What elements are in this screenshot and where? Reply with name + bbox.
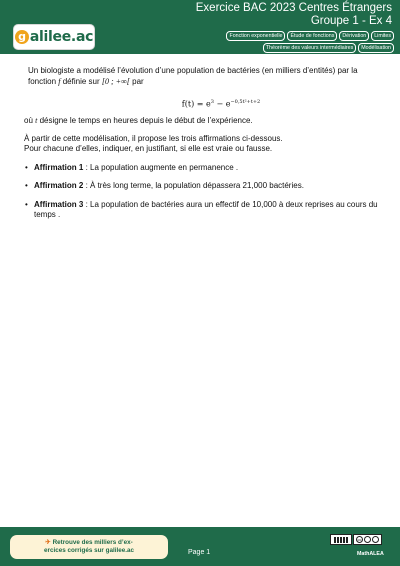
domain-interval: [0 ; +∞[ [101, 76, 130, 86]
brand-label: MathALEA [357, 551, 384, 557]
galilee-logo[interactable] [13, 24, 95, 50]
exercise-body [24, 66, 378, 229]
spacer [24, 127, 378, 134]
tag-derivation: Dérivation [339, 31, 369, 41]
tag-modelisation: Modélisation [358, 43, 394, 53]
creative-commons-icon: cc [353, 534, 382, 545]
rocket-icon: ✈ [45, 539, 51, 546]
intro-paragraph: Un biologiste a modélisé l’évolution d’une population de bactéries (en milliers d’entités) par la fonction f définie sur [0 ; +∞[ par [28, 66, 358, 86]
page-header [0, 0, 400, 54]
list-item: • Affirmation 3 : La population de bactéries aura un effectif de 10,000 à deux reprises au cours du temps . [34, 200, 378, 221]
tag-fonction-exponentielle: Fonction exponentielle [226, 31, 285, 41]
list-item: • Affirmation 1 : La population augmente en permanence . [34, 163, 378, 174]
list-item: • Affirmation 2 : À très long terme, la population dépassera 21,000 bactéries. [34, 181, 378, 192]
tag-limites: Limites [371, 31, 394, 41]
promo-link[interactable]: ✈ Retrouve des milliers d’ex- ercices corrigés sur galilee.ac [10, 535, 168, 559]
exercise-title: Exercice BAC 2023 Centres Étrangers [195, 2, 392, 14]
exercise-subtitle: Groupe 1 - Ex 4 [310, 15, 392, 27]
page-number: Page 1 [188, 549, 211, 556]
instructions-line2: Pour chacune d’elles, indiquer, en justifiant, si elle est vraie ou fausse. [24, 144, 273, 154]
logo-initial: g [15, 30, 29, 44]
instructions-line1: À partir de cette modélisation, il propose les trois affirmations ci-dessous. [24, 133, 283, 143]
tag-etude-de-fonctions: Étude de fonctions [287, 31, 337, 41]
time-definition: où t désigne le temps en heures depuis le début de l’expérience. [24, 116, 253, 126]
affirmations-list [24, 163, 378, 221]
license-badges[interactable] [330, 534, 385, 545]
logo-wordmark: g alilee.ac [15, 29, 93, 45]
topic-tags [194, 31, 394, 53]
coopmaths-icon [330, 534, 352, 545]
function-symbol: f [58, 76, 61, 86]
function-formula: $f(t) = e^3 - e^{-0,5t^2+t+2}$ [181, 99, 261, 109]
tag-tvi: Théorème des valeurs intermédiaires [263, 43, 356, 53]
